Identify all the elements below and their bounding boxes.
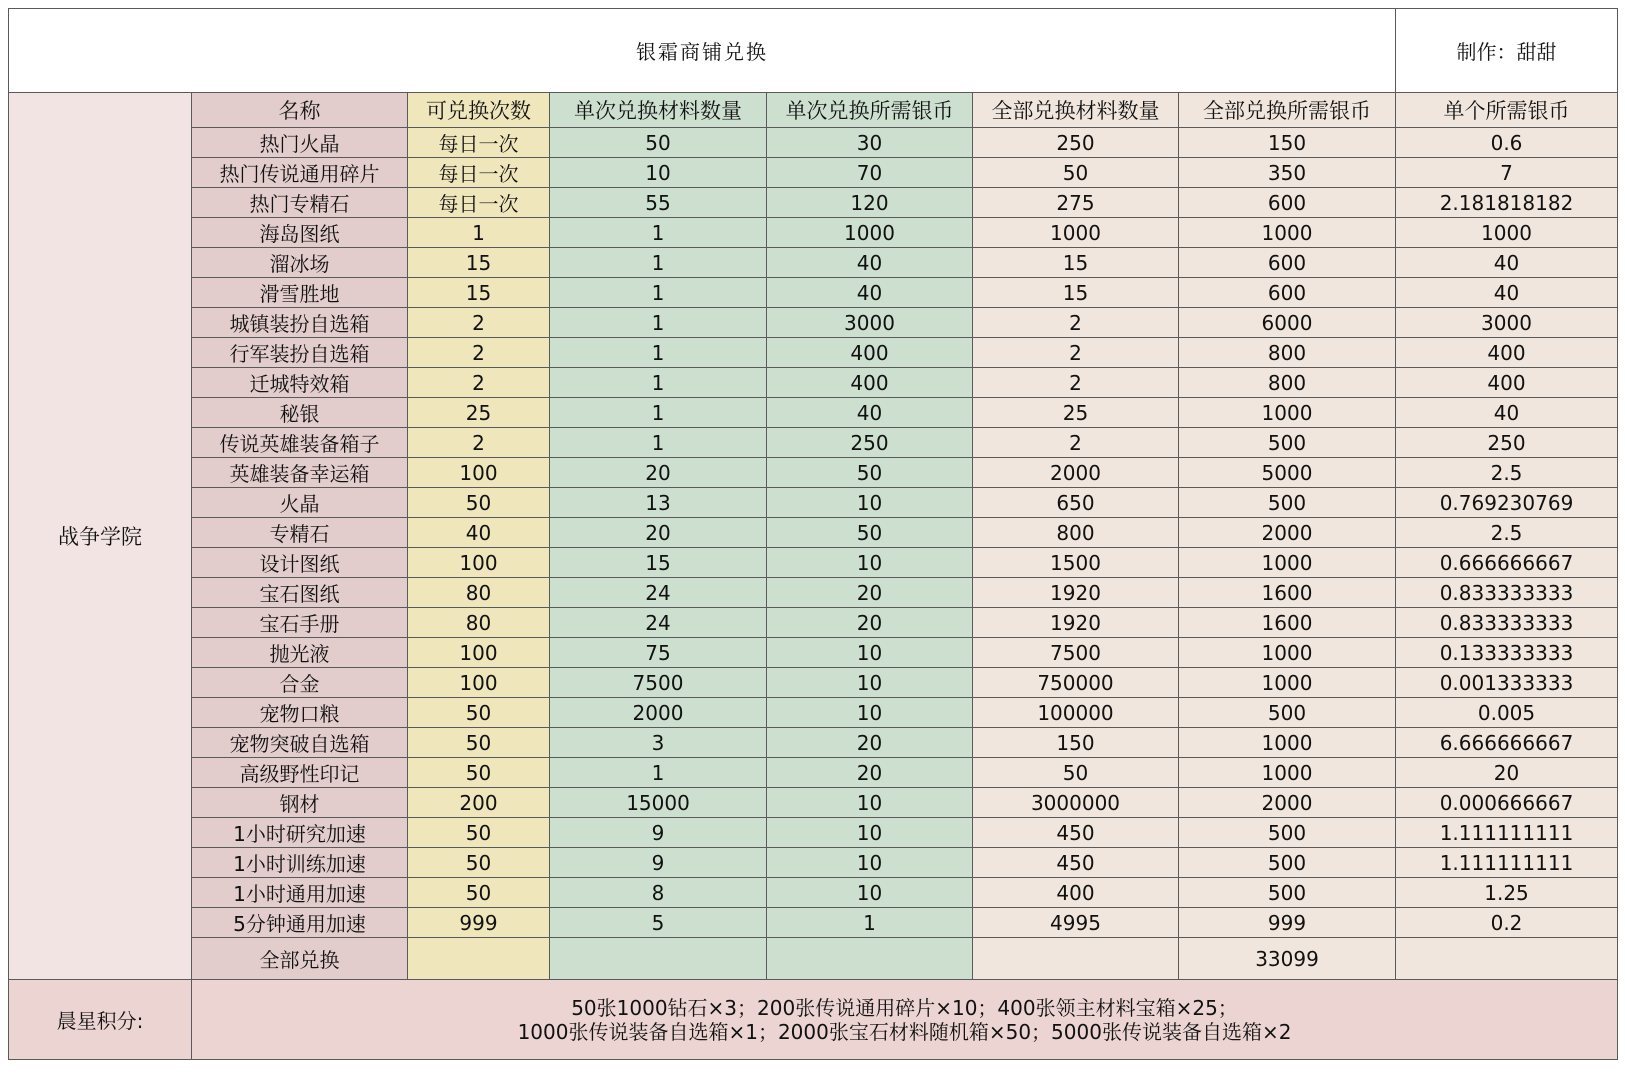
table-row — [9, 158, 1618, 188]
unit-silver-cost: 1.111111111 — [1396, 848, 1618, 878]
total-silver-cost: 1600 — [1179, 578, 1396, 608]
header-single-silver: 单次兑换所需银币 — [767, 93, 973, 128]
table-row — [9, 908, 1618, 938]
item-name: 传说英雄装备箱子 — [192, 428, 408, 458]
unit-silver-cost: 0.6 — [1396, 128, 1618, 158]
table-row — [9, 758, 1618, 788]
exchange-count: 100 — [408, 668, 550, 698]
exchange-count: 2 — [408, 428, 550, 458]
exchange-count: 50 — [408, 848, 550, 878]
unit-silver-cost: 40 — [1396, 248, 1618, 278]
footer-label: 晨星积分: — [9, 980, 192, 1060]
total-label: 全部兑换 — [192, 938, 408, 980]
footer-line-1: 50张1000钻石×3；200张传说通用碎片×10；400张领主材料宝箱×25； — [571, 995, 1238, 1020]
single-material-qty: 1 — [550, 398, 767, 428]
single-material-qty: 55 — [550, 188, 767, 218]
total-silver-cost: 800 — [1179, 368, 1396, 398]
unit-silver-cost: 6.666666667 — [1396, 728, 1618, 758]
total-silver-cost: 1600 — [1179, 608, 1396, 638]
total-silver-cost: 500 — [1179, 878, 1396, 908]
item-name: 英雄装备幸运箱 — [192, 458, 408, 488]
single-silver-cost: 10 — [767, 698, 973, 728]
single-material-qty: 24 — [550, 578, 767, 608]
table-row — [9, 248, 1618, 278]
single-silver-cost: 400 — [767, 338, 973, 368]
item-name: 迁城特效箱 — [192, 368, 408, 398]
total-silver-cost: 1000 — [1179, 218, 1396, 248]
item-name: 宝石手册 — [192, 608, 408, 638]
total-material-qty: 1500 — [973, 548, 1179, 578]
total-silver-cost: 150 — [1179, 128, 1396, 158]
unit-silver-cost: 7 — [1396, 158, 1618, 188]
single-material-qty: 1 — [550, 218, 767, 248]
unit-silver-cost: 2.181818182 — [1396, 188, 1618, 218]
single-material-qty: 9 — [550, 848, 767, 878]
single-silver-cost: 20 — [767, 608, 973, 638]
total-material-qty: 100000 — [973, 698, 1179, 728]
total-material-qty: 25 — [973, 398, 1179, 428]
item-name: 合金 — [192, 668, 408, 698]
single-silver-cost: 10 — [767, 638, 973, 668]
unit-silver-cost: 2.5 — [1396, 458, 1618, 488]
single-material-qty: 5 — [550, 908, 767, 938]
exchange-count: 200 — [408, 788, 550, 818]
exchange-count: 100 — [408, 458, 550, 488]
single-silver-cost: 10 — [767, 848, 973, 878]
single-material-qty: 20 — [550, 458, 767, 488]
item-name: 热门传说通用碎片 — [192, 158, 408, 188]
total-material-qty: 2 — [973, 338, 1179, 368]
single-material-qty: 1 — [550, 248, 767, 278]
item-name: 抛光液 — [192, 638, 408, 668]
exchange-count: 每日一次 — [408, 128, 550, 158]
single-silver-cost: 30 — [767, 128, 973, 158]
unit-silver-cost: 0.005 — [1396, 698, 1618, 728]
total-material-qty: 450 — [973, 818, 1179, 848]
single-material-qty: 15000 — [550, 788, 767, 818]
single-silver-cost: 20 — [767, 578, 973, 608]
single-silver-cost: 20 — [767, 758, 973, 788]
exchange-count: 100 — [408, 638, 550, 668]
unit-silver-cost: 0.2 — [1396, 908, 1618, 938]
table-row — [9, 368, 1618, 398]
single-silver-cost: 40 — [767, 248, 973, 278]
total-material-qty: 650 — [973, 488, 1179, 518]
total-row — [9, 938, 1618, 980]
single-silver-cost: 10 — [767, 668, 973, 698]
item-name: 热门专精石 — [192, 188, 408, 218]
exchange-count: 50 — [408, 728, 550, 758]
single-material-qty: 1 — [550, 368, 767, 398]
total-material-qty: 2000 — [973, 458, 1179, 488]
exchange-count: 80 — [408, 608, 550, 638]
total-silver-cost: 1000 — [1179, 638, 1396, 668]
single-silver-cost: 50 — [767, 458, 973, 488]
total-material-qty: 15 — [973, 278, 1179, 308]
header-total-silver: 全部兑换所需银币 — [1179, 93, 1396, 128]
single-material-qty: 50 — [550, 128, 767, 158]
total-silver-cost: 6000 — [1179, 308, 1396, 338]
total-silver-cost: 2000 — [1179, 788, 1396, 818]
total-material-qty: 15 — [973, 248, 1179, 278]
table-row — [9, 128, 1618, 158]
single-silver-cost: 400 — [767, 368, 973, 398]
table-row — [9, 428, 1618, 458]
header-unit-silver: 单个所需银币 — [1396, 93, 1618, 128]
item-name: 海岛图纸 — [192, 218, 408, 248]
table-row — [9, 278, 1618, 308]
table-row — [9, 608, 1618, 638]
single-material-qty: 1 — [550, 338, 767, 368]
header-total-material: 全部兑换材料数量 — [973, 93, 1179, 128]
total-silver-cost: 2000 — [1179, 518, 1396, 548]
unit-silver-cost: 0.133333333 — [1396, 638, 1618, 668]
header-name: 名称 — [192, 93, 408, 128]
total-material-qty: 800 — [973, 518, 1179, 548]
total-empty-cell — [1396, 938, 1618, 980]
total-silver-value: 33099 — [1179, 938, 1396, 980]
item-name: 火晶 — [192, 488, 408, 518]
single-material-qty: 15 — [550, 548, 767, 578]
total-empty-cell — [408, 938, 550, 980]
single-silver-cost: 70 — [767, 158, 973, 188]
item-name: 宠物突破自选箱 — [192, 728, 408, 758]
item-name: 行军装扮自选箱 — [192, 338, 408, 368]
table-row — [9, 338, 1618, 368]
item-name: 5分钟通用加速 — [192, 908, 408, 938]
total-material-qty: 3000000 — [973, 788, 1179, 818]
exchange-count: 25 — [408, 398, 550, 428]
single-material-qty: 1 — [550, 308, 767, 338]
total-silver-cost: 350 — [1179, 158, 1396, 188]
total-material-qty: 1000 — [973, 218, 1179, 248]
single-silver-cost: 250 — [767, 428, 973, 458]
header-exchange-count: 可兑换次数 — [408, 93, 550, 128]
single-material-qty: 8 — [550, 878, 767, 908]
single-material-qty: 10 — [550, 158, 767, 188]
item-name: 热门火晶 — [192, 128, 408, 158]
table-row — [9, 188, 1618, 218]
total-silver-cost: 500 — [1179, 428, 1396, 458]
table-row — [9, 878, 1618, 908]
single-silver-cost: 10 — [767, 788, 973, 818]
single-material-qty: 1 — [550, 428, 767, 458]
table-row — [9, 578, 1618, 608]
academy-label: 战争学院 — [9, 93, 192, 980]
footer-line-2: 1000张传说装备自选箱×1；2000张宝石材料随机箱×50；5000张传说装备自选箱×2 — [517, 1019, 1292, 1044]
total-silver-cost: 1000 — [1179, 668, 1396, 698]
single-material-qty: 1 — [550, 758, 767, 788]
total-silver-cost: 600 — [1179, 248, 1396, 278]
single-silver-cost: 1000 — [767, 218, 973, 248]
exchange-table — [8, 8, 1618, 1060]
total-silver-cost: 600 — [1179, 188, 1396, 218]
title-row — [9, 9, 1618, 93]
unit-silver-cost: 400 — [1396, 338, 1618, 368]
exchange-count: 80 — [408, 578, 550, 608]
total-silver-cost: 5000 — [1179, 458, 1396, 488]
total-silver-cost: 999 — [1179, 908, 1396, 938]
total-silver-cost: 1000 — [1179, 548, 1396, 578]
total-silver-cost: 500 — [1179, 698, 1396, 728]
total-material-qty: 400 — [973, 878, 1179, 908]
item-name: 1小时研究加速 — [192, 818, 408, 848]
unit-silver-cost: 40 — [1396, 398, 1618, 428]
footer-row — [9, 980, 1618, 1060]
exchange-count: 1 — [408, 218, 550, 248]
total-silver-cost: 500 — [1179, 488, 1396, 518]
table-row — [9, 788, 1618, 818]
single-silver-cost: 120 — [767, 188, 973, 218]
exchange-count: 50 — [408, 698, 550, 728]
table-row — [9, 698, 1618, 728]
table-row — [9, 458, 1618, 488]
exchange-count: 40 — [408, 518, 550, 548]
exchange-count: 每日一次 — [408, 188, 550, 218]
exchange-count: 100 — [408, 548, 550, 578]
total-material-qty: 150 — [973, 728, 1179, 758]
total-material-qty: 50 — [973, 758, 1179, 788]
single-silver-cost: 20 — [767, 728, 973, 758]
unit-silver-cost: 0.833333333 — [1396, 608, 1618, 638]
total-empty-cell — [767, 938, 973, 980]
maker-credit: 制作：甜甜 — [1396, 9, 1618, 93]
unit-silver-cost: 20 — [1396, 758, 1618, 788]
unit-silver-cost: 0.000666667 — [1396, 788, 1618, 818]
single-silver-cost: 3000 — [767, 308, 973, 338]
table-row — [9, 398, 1618, 428]
item-name: 高级野性印记 — [192, 758, 408, 788]
total-material-qty: 1920 — [973, 608, 1179, 638]
footer-rewards — [192, 980, 1618, 1060]
unit-silver-cost: 1.25 — [1396, 878, 1618, 908]
total-material-qty: 2 — [973, 308, 1179, 338]
unit-silver-cost: 1.111111111 — [1396, 818, 1618, 848]
exchange-count: 2 — [408, 338, 550, 368]
single-material-qty: 7500 — [550, 668, 767, 698]
item-name: 秘银 — [192, 398, 408, 428]
single-silver-cost: 10 — [767, 878, 973, 908]
unit-silver-cost: 0.833333333 — [1396, 578, 1618, 608]
item-name: 溜冰场 — [192, 248, 408, 278]
table-row — [9, 818, 1618, 848]
total-silver-cost: 1000 — [1179, 398, 1396, 428]
total-material-qty: 250 — [973, 128, 1179, 158]
single-material-qty: 1 — [550, 278, 767, 308]
table-row — [9, 668, 1618, 698]
total-material-qty: 50 — [973, 158, 1179, 188]
single-silver-cost: 10 — [767, 818, 973, 848]
unit-silver-cost: 40 — [1396, 278, 1618, 308]
item-name: 设计图纸 — [192, 548, 408, 578]
table-row — [9, 218, 1618, 248]
single-material-qty: 2000 — [550, 698, 767, 728]
unit-silver-cost: 400 — [1396, 368, 1618, 398]
exchange-count: 15 — [408, 278, 550, 308]
item-name: 1小时训练加速 — [192, 848, 408, 878]
total-material-qty: 7500 — [973, 638, 1179, 668]
exchange-count: 2 — [408, 308, 550, 338]
total-material-qty: 2 — [973, 428, 1179, 458]
total-empty-cell — [550, 938, 767, 980]
single-silver-cost: 50 — [767, 518, 973, 548]
unit-silver-cost: 3000 — [1396, 308, 1618, 338]
item-name: 宝石图纸 — [192, 578, 408, 608]
item-name: 专精石 — [192, 518, 408, 548]
single-material-qty: 3 — [550, 728, 767, 758]
table-row — [9, 548, 1618, 578]
single-silver-cost: 40 — [767, 398, 973, 428]
total-material-qty: 275 — [973, 188, 1179, 218]
header-row — [9, 93, 1618, 128]
total-material-qty: 1920 — [973, 578, 1179, 608]
total-silver-cost: 1000 — [1179, 758, 1396, 788]
table-row — [9, 308, 1618, 338]
table-row — [9, 848, 1618, 878]
total-material-qty: 4995 — [973, 908, 1179, 938]
exchange-count: 999 — [408, 908, 550, 938]
total-silver-cost: 600 — [1179, 278, 1396, 308]
item-name: 钢材 — [192, 788, 408, 818]
unit-silver-cost: 1000 — [1396, 218, 1618, 248]
exchange-count: 2 — [408, 368, 550, 398]
exchange-count: 50 — [408, 818, 550, 848]
unit-silver-cost: 2.5 — [1396, 518, 1618, 548]
total-material-qty: 450 — [973, 848, 1179, 878]
item-name: 滑雪胜地 — [192, 278, 408, 308]
single-silver-cost: 10 — [767, 488, 973, 518]
single-silver-cost: 10 — [767, 548, 973, 578]
table-row — [9, 488, 1618, 518]
item-name: 宠物口粮 — [192, 698, 408, 728]
total-silver-cost: 800 — [1179, 338, 1396, 368]
unit-silver-cost: 0.769230769 — [1396, 488, 1618, 518]
total-material-qty: 2 — [973, 368, 1179, 398]
total-empty-cell — [973, 938, 1179, 980]
exchange-count: 50 — [408, 878, 550, 908]
single-material-qty: 24 — [550, 608, 767, 638]
total-silver-cost: 1000 — [1179, 728, 1396, 758]
single-material-qty: 20 — [550, 518, 767, 548]
exchange-count: 50 — [408, 488, 550, 518]
total-silver-cost: 500 — [1179, 848, 1396, 878]
table-row — [9, 638, 1618, 668]
single-material-qty: 75 — [550, 638, 767, 668]
single-silver-cost: 40 — [767, 278, 973, 308]
total-material-qty: 750000 — [973, 668, 1179, 698]
table-row — [9, 728, 1618, 758]
header-single-material: 单次兑换材料数量 — [550, 93, 767, 128]
item-name: 城镇装扮自选箱 — [192, 308, 408, 338]
unit-silver-cost: 0.666666667 — [1396, 548, 1618, 578]
unit-silver-cost: 250 — [1396, 428, 1618, 458]
single-material-qty: 13 — [550, 488, 767, 518]
exchange-count: 每日一次 — [408, 158, 550, 188]
page-title: 银霜商铺兑换 — [9, 9, 1396, 93]
total-silver-cost: 500 — [1179, 818, 1396, 848]
table-row — [9, 518, 1618, 548]
item-name: 1小时通用加速 — [192, 878, 408, 908]
exchange-count: 15 — [408, 248, 550, 278]
exchange-count: 50 — [408, 758, 550, 788]
unit-silver-cost: 0.001333333 — [1396, 668, 1618, 698]
single-silver-cost: 1 — [767, 908, 973, 938]
single-material-qty: 9 — [550, 818, 767, 848]
